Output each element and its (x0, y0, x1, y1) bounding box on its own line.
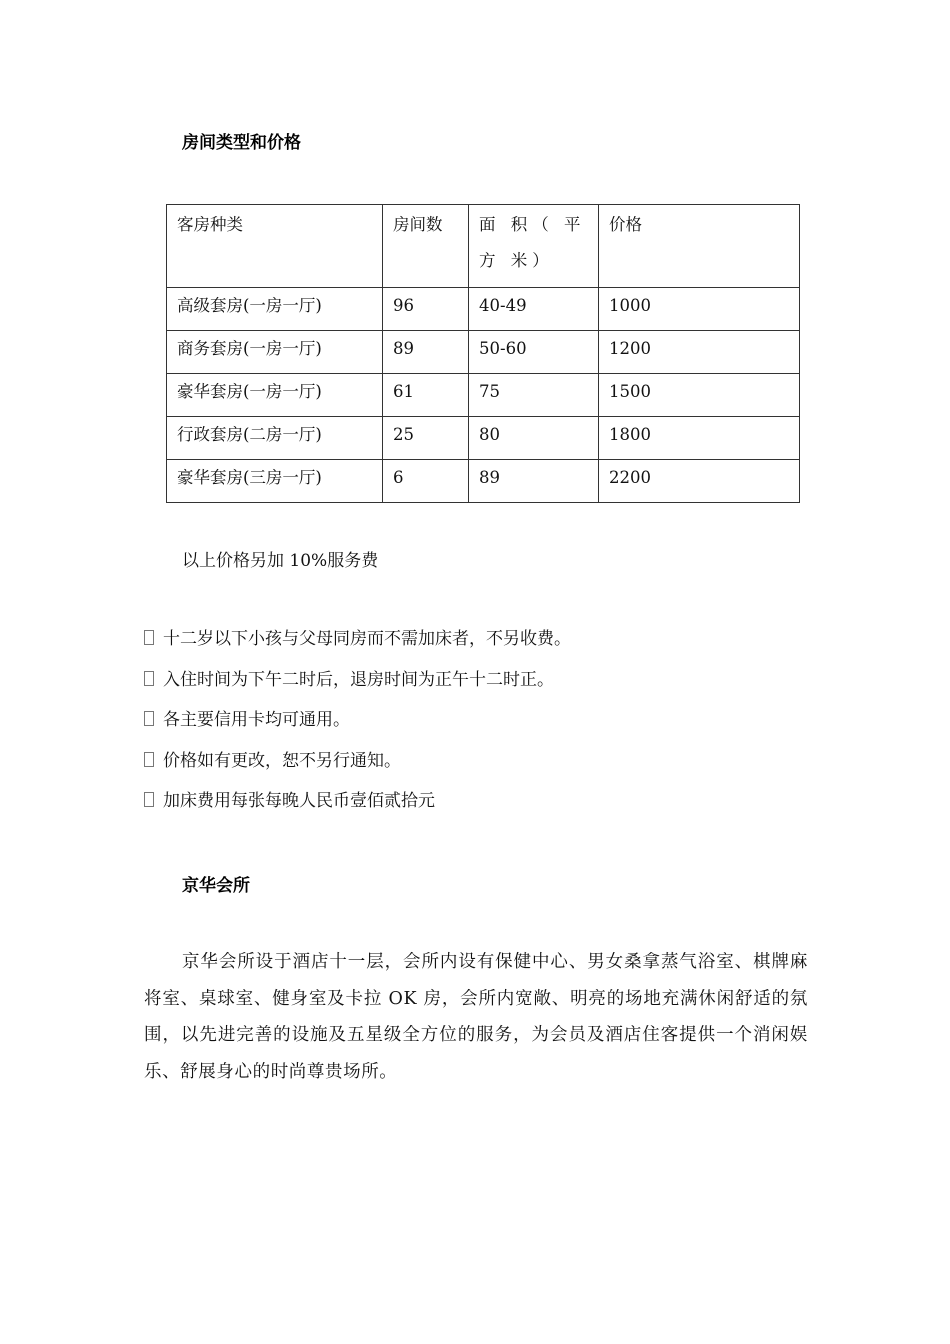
cell-area: 89 (469, 460, 599, 503)
bullet-icon (144, 630, 154, 645)
bullet-icon (144, 752, 154, 767)
section-title-room-types: 房间类型和价格 (182, 133, 301, 153)
cell-room-count: 96 (383, 288, 469, 331)
list-item-text: 入住时间为下午二时后，退房时间为正午十二时正。 (163, 669, 554, 690)
cell-room-count: 6 (383, 460, 469, 503)
table-row (167, 288, 800, 331)
cell-room-count: 25 (383, 417, 469, 460)
table-header-row (167, 205, 800, 288)
cell-room-type: 行政套房(二房一厅) (167, 417, 383, 460)
cell-room-type: 豪华套房(三房一厅) (167, 460, 383, 503)
cell-price: 2200 (599, 460, 800, 503)
header-room-type: 客房种类 (167, 205, 383, 288)
list-item (144, 746, 571, 787)
service-charge-note: 以上价格另加 10%服务费 (182, 551, 379, 571)
cell-price: 1800 (599, 417, 800, 460)
table-row (167, 460, 800, 503)
list-item (144, 786, 571, 827)
header-price: 价格 (599, 205, 800, 288)
room-price-table (166, 204, 800, 503)
cell-price: 1200 (599, 331, 800, 374)
cell-area: 80 (469, 417, 599, 460)
cell-area: 40-49 (469, 288, 599, 331)
table-row (167, 374, 800, 417)
table-row (167, 417, 800, 460)
list-item-text: 十二岁以下小孩与父母同房而不需加床者，不另收费。 (163, 629, 571, 649)
list-item-text: 各主要信用卡均可通用。 (163, 710, 350, 730)
cell-area: 50-60 (469, 331, 599, 374)
cell-area: 75 (469, 374, 599, 417)
cell-room-type: 豪华套房(一房一厅) (167, 374, 383, 417)
table-row (167, 331, 800, 374)
cell-room-count: 61 (383, 374, 469, 417)
section-title-club: 京华会所 (182, 876, 250, 896)
club-description: 京华会所设于酒店十一层，会所内设有保健中心、男女桑拿蒸气浴室、棋牌麻将室、桌球室、健身室及卡拉 OK 房，会所内宽敞、明亮的场地充满休闲舒适的氛围，以先进完善的设施及五星级全方位的服务，为会员及酒店住客提供一个消闲娱乐、舒展身心的时尚尊贵场所。 (144, 952, 808, 1082)
list-item (144, 705, 571, 746)
cell-room-type: 商务套房(一房一厅) (167, 331, 383, 374)
list-item (144, 665, 571, 706)
header-area: 面 积（ 平 方 米） (469, 205, 599, 288)
cell-room-type: 高级套房(一房一厅) (167, 288, 383, 331)
list-item (144, 624, 571, 665)
list-item-text: 价格如有更改，恕不另行通知。 (163, 750, 401, 771)
bullet-icon (144, 711, 154, 726)
header-room-count: 房间数 (383, 205, 469, 288)
list-item-text: 加床费用每张每晚人民币壹佰贰拾元 (163, 791, 435, 811)
policy-list (144, 624, 571, 827)
bullet-icon (144, 792, 154, 807)
bullet-icon (144, 671, 154, 686)
cell-price: 1500 (599, 374, 800, 417)
cell-price: 1000 (599, 288, 800, 331)
cell-room-count: 89 (383, 331, 469, 374)
